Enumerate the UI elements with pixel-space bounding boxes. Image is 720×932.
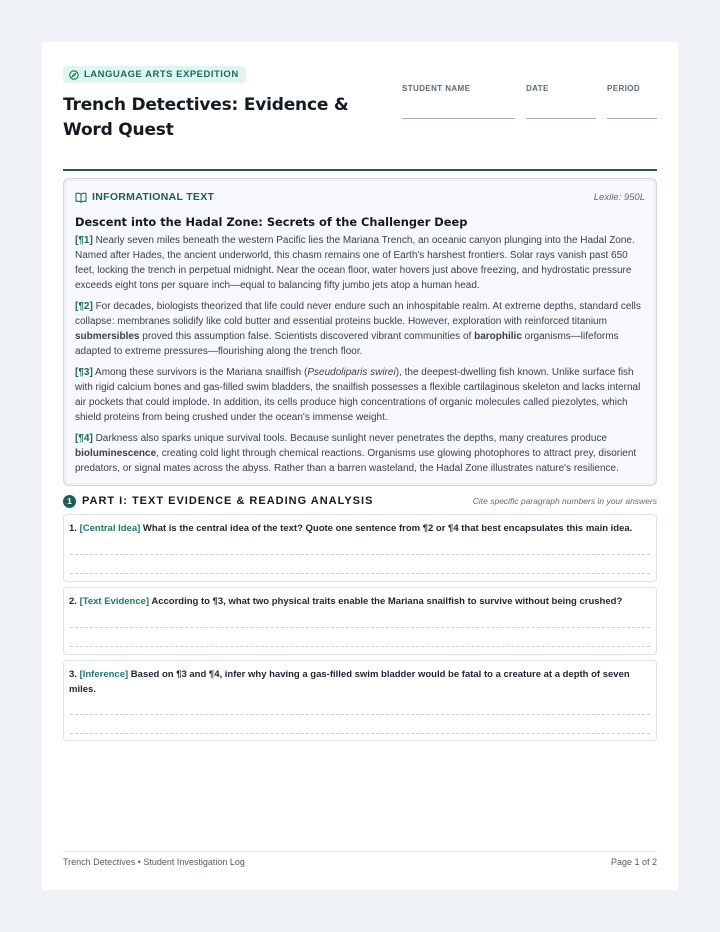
paragraph-4 (75, 431, 645, 476)
vocab-word: barophilic (474, 331, 522, 342)
worksheet-page (42, 42, 678, 890)
paragraph-text: Darkness also sparks unique survival tools. Because sunlight never penetrates the depths, many creatures produce (92, 433, 607, 444)
paragraph-number: [¶2] (75, 301, 93, 312)
informational-text-heading (75, 191, 214, 203)
footer-document-title: Trench Detectives • Student Investigation Log (63, 857, 245, 867)
question-skill-tag: [Central Idea] (79, 523, 141, 534)
paragraph-number: [¶3] (75, 367, 93, 378)
part-number-badge: 1 (63, 495, 76, 508)
paragraph-1 (75, 233, 645, 293)
student-name-field[interactable] (402, 84, 470, 93)
question-card-3 (63, 660, 657, 741)
open-book-icon (75, 192, 87, 203)
subject-tag-label: LANGUAGE ARTS EXPEDITION (84, 69, 239, 80)
question-prompt (69, 521, 650, 536)
vocab-word: submersibles (75, 331, 140, 342)
question-prompt (69, 667, 650, 697)
informational-text-header (75, 189, 645, 205)
question-number: 2. (69, 596, 77, 607)
answer-line[interactable] (70, 573, 650, 574)
page-footer (63, 851, 657, 867)
paragraph-text: Among these survivors is the Mariana snailfish ( (92, 367, 308, 378)
answer-line[interactable] (70, 733, 650, 734)
page-title: Trench Detectives: Evidence & Word Quest (63, 94, 349, 140)
paragraph-text: For decades, biologists theorized that life could never endure such an inhospitable realm. At extreme depths, standard cells collapse: membranes solidify like cold butter and essential proteins buckle. However, exploration with reinforced titanium (75, 301, 641, 327)
student-name-label: STUDENT NAME (402, 84, 471, 93)
paragraph-number: [¶1] (75, 235, 93, 246)
vocab-word: bioluminescence (75, 448, 157, 459)
paragraph-number: [¶4] (75, 433, 93, 444)
question-number: 3. (69, 669, 77, 680)
question-card-2 (63, 587, 657, 655)
paragraph-text: organisms—lifeforms adapted to extreme pressures—flourishing along the trench floor. (75, 331, 619, 357)
question-number: 1. (69, 523, 77, 534)
subject-tag (63, 66, 246, 83)
part-instruction: Cite specific paragraph numbers in your answers (472, 496, 657, 506)
informational-text-label: INFORMATIONAL TEXT (92, 191, 215, 203)
scientific-name: Pseudoliparis swirei (307, 367, 396, 378)
answer-line[interactable] (70, 554, 650, 555)
page-number: Page 1 of 2 (610, 857, 657, 867)
question-prompt (69, 594, 650, 609)
compass-icon (69, 70, 79, 80)
informational-text-box (63, 178, 657, 486)
date-line[interactable] (526, 118, 596, 119)
paragraph-text: , creating cold light through chemical reactions. Organisms use glowing photophores to attract prey, disorient predators, or signal mates across the abyss. Rather than a barren wasteland, the Hadal Zone illustrates nature's resilience. (75, 448, 637, 474)
lexile-level: Lexile: 950L (593, 191, 645, 203)
date-label: DATE (526, 84, 549, 93)
answer-line[interactable] (70, 627, 650, 628)
answer-line[interactable] (70, 714, 650, 715)
paragraph-2 (75, 299, 645, 359)
question-skill-tag: [Inference] (79, 669, 129, 680)
period-field[interactable] (607, 84, 640, 93)
paragraph-text: Nearly seven miles beneath the western Pacific lies the Mariana Trench, an oceanic canyon plunging into the Hadal Zone. Named after Hades, the ancient underworld, this chasm remains one of Earth's harshest frontiers. Solar rays vanish past 650 feet, locking the trench in perpetual midnight. Near the ocean floor, water hovers just above freezing, and hydrostatic pressure exceeds eight tons per square inch—equal to balancing fifty jumbo jets atop a human head. (75, 235, 635, 291)
paragraph-text: ), the deepest-dwelling fish known. Unlike surface fish with rigid calcium bones and gas-filled swim bladders, the snailfish possesses a flexible cartilaginous skeleton and lacks internal air pockets that could implode. In addition, its cells produce high concentrations of organic molecules called piezolytes, which shield proteins from being crushed under the ocean's immense weight. (75, 367, 641, 423)
question-text: According to ¶3, what two physical traits enable the Mariana snailfish to survive without being crushed? (149, 596, 623, 607)
question-card-1 (63, 514, 657, 582)
part-title: PART I: TEXT EVIDENCE & READING ANALYSIS (82, 495, 374, 507)
paragraph-3 (75, 365, 645, 425)
question-text: Based on ¶3 and ¶4, infer why having a gas-filled swim bladder would be fatal to a creature at a depth of seven miles. (69, 669, 630, 695)
period-label: PERIOD (607, 84, 641, 93)
period-line[interactable] (607, 118, 657, 119)
answer-line[interactable] (70, 646, 650, 647)
article-title: Descent into the Hadal Zone: Secrets of the Challenger Deep (75, 215, 468, 229)
part-1-heading (63, 495, 373, 508)
student-info-fields (402, 84, 657, 136)
date-field[interactable] (526, 84, 549, 93)
worksheet-header (63, 66, 657, 171)
student-name-line[interactable] (402, 118, 515, 119)
question-text: What is the central idea of the text? Quote one sentence from ¶2 or ¶4 that best encapsulates this main idea. (140, 523, 633, 534)
paragraph-text: proved this assumption false. Scientists discovered vibrant communities of (139, 331, 475, 342)
question-skill-tag: [Text Evidence] (79, 596, 150, 607)
part-1-header (63, 493, 657, 509)
